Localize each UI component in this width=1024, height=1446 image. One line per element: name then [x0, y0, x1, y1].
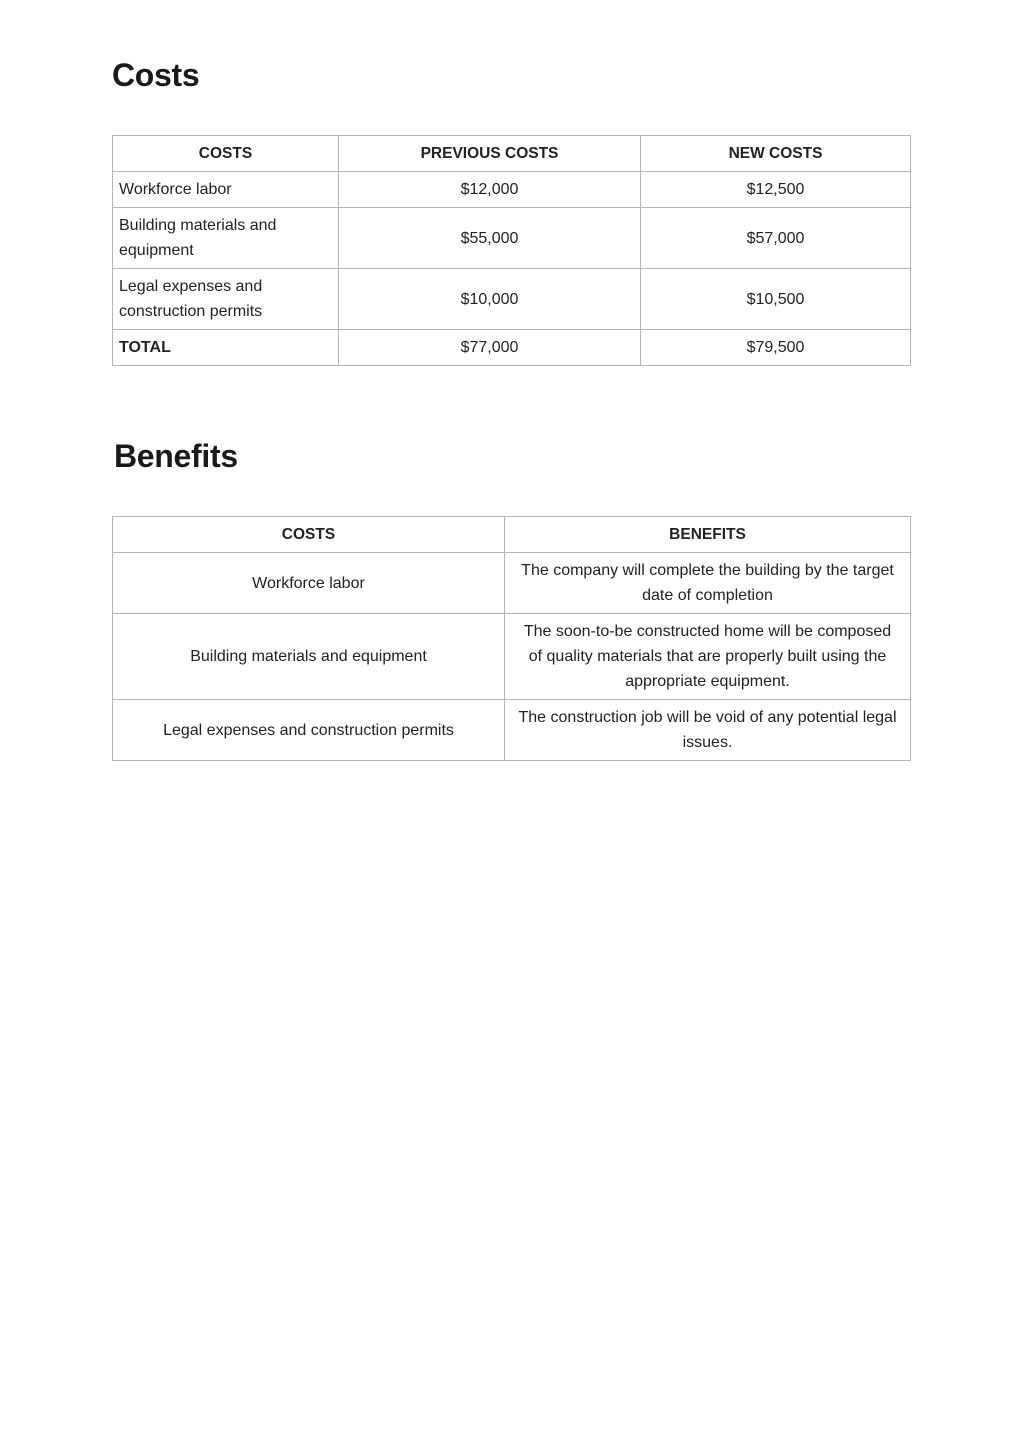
benefits-section-title: Benefits [114, 438, 238, 474]
table-row [113, 614, 911, 700]
cost-item-label: Legal expenses and construction permits [113, 269, 339, 330]
table-row [113, 172, 911, 208]
costs-total-row [113, 330, 911, 366]
previous-cost-value: $12,000 [339, 172, 641, 208]
benefit-cost-label: Workforce labor [113, 553, 505, 614]
previous-cost-value: $10,000 [339, 269, 641, 330]
table-row [113, 208, 911, 269]
benefit-description: The soon-to-be constructed home will be composed of quality materials that are properly built using the appropriate equipment. [505, 614, 911, 700]
new-cost-value: $57,000 [641, 208, 911, 269]
costs-table [112, 135, 911, 366]
benefit-description: The company will complete the building by the target date of completion [505, 553, 911, 614]
table-row [113, 700, 911, 761]
benefit-cost-label: Legal expenses and construction permits [113, 700, 505, 761]
total-previous-cost: $77,000 [339, 330, 641, 366]
benefit-description: The construction job will be void of any potential legal issues. [505, 700, 911, 761]
benefit-cost-label: Building materials and equipment [113, 614, 505, 700]
costs-header-costs: COSTS [113, 136, 339, 172]
table-row [113, 553, 911, 614]
previous-cost-value: $55,000 [339, 208, 641, 269]
costs-header-previous-costs: PREVIOUS COSTS [339, 136, 641, 172]
new-cost-value: $12,500 [641, 172, 911, 208]
costs-table-header-row [113, 136, 911, 172]
total-new-cost: $79,500 [641, 330, 911, 366]
benefits-table [112, 516, 911, 761]
total-label: TOTAL [113, 330, 339, 366]
new-cost-value: $10,500 [641, 269, 911, 330]
benefits-header-costs: COSTS [113, 517, 505, 553]
benefits-header-benefits: BENEFITS [505, 517, 911, 553]
costs-section-title: Costs [112, 57, 200, 93]
benefits-table-header-row [113, 517, 911, 553]
table-row [113, 269, 911, 330]
costs-header-new-costs: NEW COSTS [641, 136, 911, 172]
cost-item-label: Workforce labor [113, 172, 339, 208]
cost-item-label: Building materials and equipment [113, 208, 339, 269]
